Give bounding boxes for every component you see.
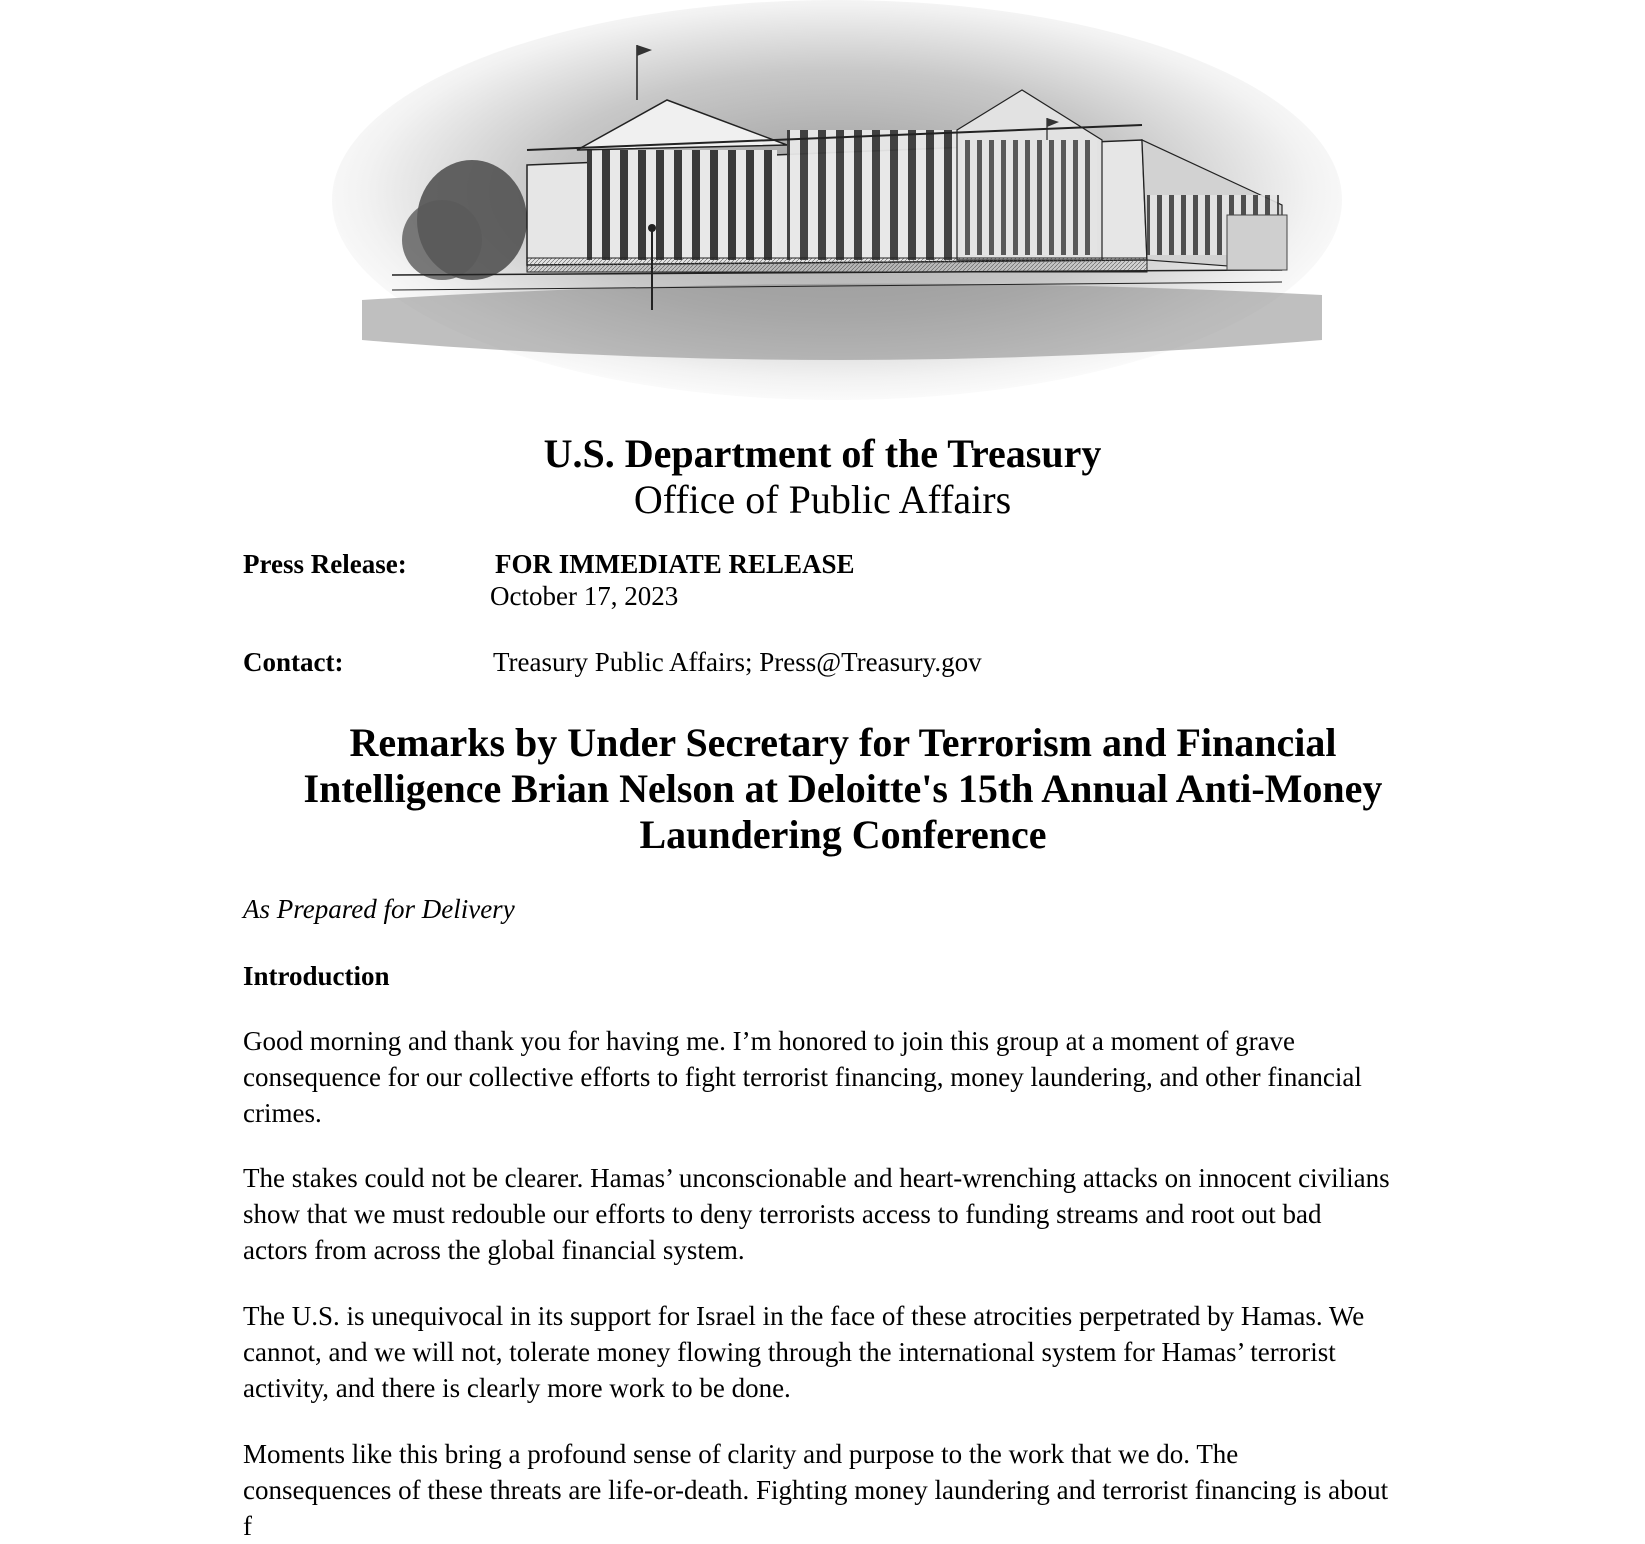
paragraph-line: activity, and there is clearly more work to be done. [243, 1373, 791, 1403]
paragraph-line: crimes. [243, 1098, 322, 1128]
paragraph-line: Good morning and thank you for having me. I’m honored to join this group at a moment of grave [243, 1026, 1296, 1056]
headline-line: Laundering Conference [639, 812, 1047, 857]
paragraph-line: Moments like this bring a profound sense of clarity and purpose to the work that we do. The [243, 1439, 1239, 1469]
paragraph-line: show that we must redouble our efforts to deny terrorists access to funding streams and root out bad [243, 1199, 1322, 1229]
press-release-label: Press Release: [243, 549, 407, 579]
headline-line: Intelligence Brian Nelson at Deloitte's 15th Annual Anti-Money [303, 766, 1383, 811]
paragraph-line: The U.S. is unequivocal in its support for Israel in the face of these atrocities perpetrated by Hamas. We [243, 1301, 1365, 1331]
release-date: October 17, 2023 [490, 581, 679, 611]
paragraph-line: f [243, 1511, 252, 1541]
headline-line: Remarks by Under Secretary for Terrorism and Financial [349, 720, 1337, 765]
prepared-for-delivery-note: As Prepared for Delivery [243, 894, 515, 924]
paragraph-line: The stakes could not be clearer. Hamas’ unconscionable and heart-wrenching attacks on innocent civilians [243, 1163, 1390, 1193]
body-paragraph [243, 1023, 1483, 1131]
body-paragraph [243, 1298, 1483, 1406]
contact-label: Contact: [243, 647, 344, 677]
release-status: FOR IMMEDIATE RELEASE [495, 549, 855, 579]
paragraph-line: actors from across the global financial system. [243, 1235, 745, 1265]
office-name: Office of Public Affairs [633, 477, 1012, 522]
page-title [243, 720, 1443, 858]
body-paragraph [243, 1436, 1483, 1544]
paragraph-line: consequences of these threats are life-or-death. Fighting money laundering and terrorist financing is about [243, 1475, 1389, 1505]
paragraph-line: cannot, and we will not, tolerate money flowing through the international system for Hamas’ terrorist [243, 1337, 1336, 1367]
treasury-building-engraving [322, 0, 1352, 410]
department-name: U.S. Department of the Treasury [543, 431, 1102, 476]
section-heading-introduction: Introduction [243, 961, 390, 991]
contact-value: Treasury Public Affairs; Press@Treasury.gov [493, 647, 982, 677]
body-paragraph [243, 1160, 1483, 1268]
paragraph-line: consequence for our collective efforts to fight terrorist financing, money laundering, and other financial [243, 1062, 1362, 1092]
